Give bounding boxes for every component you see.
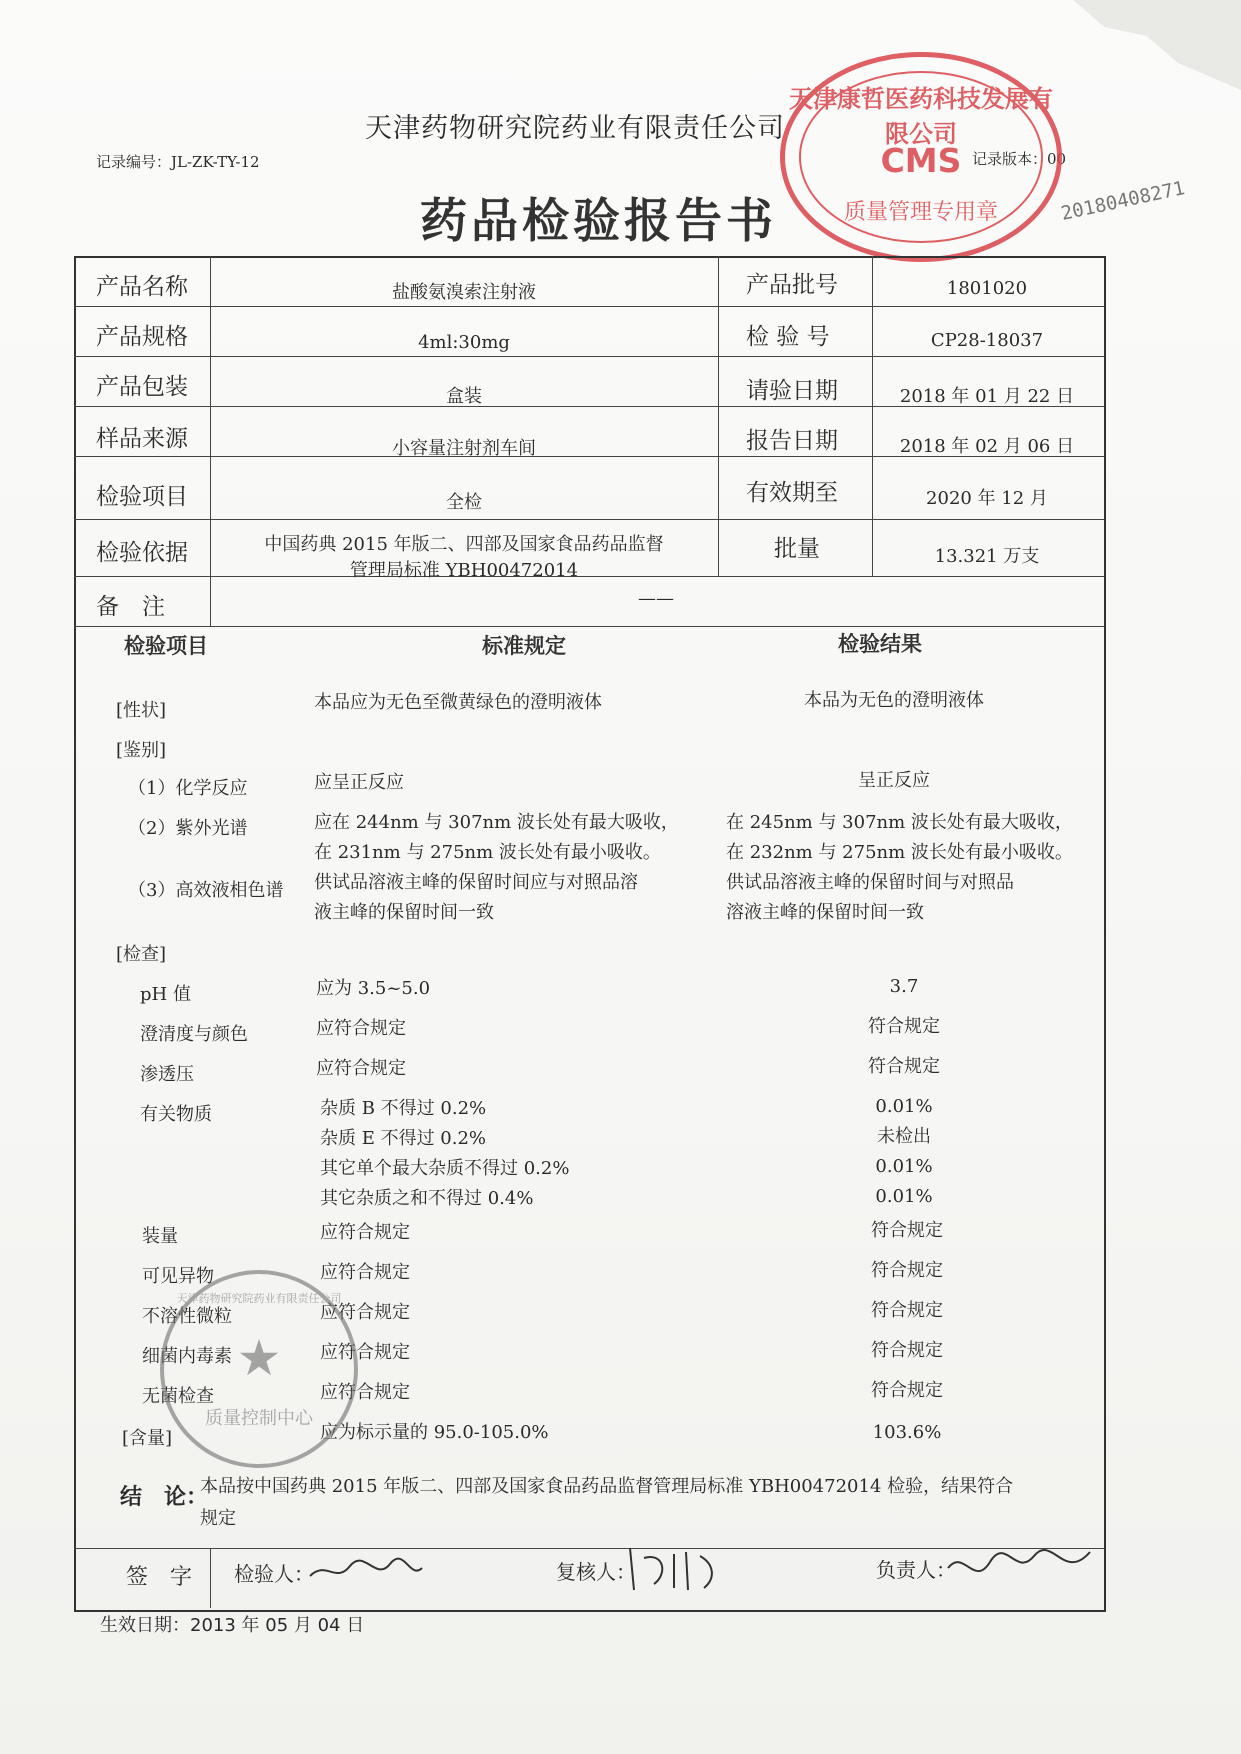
row-result: 3.7 [889,976,919,997]
label-basis: 检验依据 [96,540,188,566]
conclusion-label: 结 论： [120,1485,209,1510]
conclusion-line2: 规定 [200,1508,236,1529]
label-source: 样品来源 [96,426,188,452]
row-result: 溶液主峰的保留时间一致 [726,902,924,923]
row-result: 0.01% [875,1186,933,1207]
col-divider [718,256,719,576]
row-standard: 其它单个最大杂质不得过 0.2% [320,1158,570,1179]
col-divider [210,1548,211,1608]
row-standard: 本品应为无色至微黄绿色的澄明液体 [314,692,602,713]
row-result: 在 245nm 与 307nm 波长处有最大吸收， [726,812,1073,833]
row-item: 澄清度与颜色 [140,1024,248,1045]
row-item: 无菌检查 [142,1386,214,1407]
value-batch-qty: 13.321 万支 [934,546,1040,567]
row-result: 符合规定 [871,1340,943,1361]
red-seal-stamp [780,52,1062,262]
row-result: 符合规定 [871,1260,943,1281]
reviewer-signature [624,1544,724,1594]
value-test-item: 全检 [446,492,482,513]
handwritten-note: 20180408271 [1059,177,1187,225]
row-divider [74,519,1104,520]
row-standard: 应为标示量的 95.0-105.0% [320,1422,549,1443]
row-item: 有关物质 [140,1104,212,1125]
value-request-date: 2018 年 01 月 22 日 [899,386,1075,407]
row-item: 装量 [142,1226,178,1247]
row-result: 未检出 [877,1126,931,1147]
row-item: [含量] [122,1428,173,1449]
document-title: 药品检验报告书 [420,194,777,249]
row-standard: 应符合规定 [316,1058,406,1079]
row-item: [鉴别] [116,740,167,761]
row-standard: 应在 244nm 与 307nm 波长处有最大吸收， [314,812,679,833]
row-result: 供试品溶液主峰的保留时间与对照品 [726,872,1014,893]
label-package: 产品包装 [96,374,188,400]
row-result: 符合规定 [871,1380,943,1401]
company-name: 天津药物研究院药业有限责任公司 [365,113,785,144]
label-test-no: 检 验 号 [746,324,830,350]
value-package: 盒装 [446,386,482,407]
label-test-item: 检验项目 [96,484,188,510]
row-standard: 应符合规定 [320,1382,410,1403]
signature-label: 签 字 [126,1565,193,1590]
results-header-result: 检验结果 [838,632,922,656]
value-product-name: 盐酸氨溴索注射液 [392,282,536,303]
stamp-arc-text: 天津药物研究院药业有限责任公司 [176,1292,342,1305]
stamp-bottom-text: 质量控制中心 [205,1408,313,1429]
row-result: 本品为无色的澄明液体 [804,690,984,711]
row-result: 呈正反应 [858,770,930,791]
row-standard: 应符合规定 [320,1302,410,1323]
row-result: 符合规定 [868,1016,940,1037]
effective-date: 生效日期：2013 年 05 月 04 日 [100,1615,365,1636]
results-header-item: 检验项目 [124,634,208,658]
record-version: 记录版本：00 [972,150,1067,168]
inspector-label: 检验人： [234,1562,314,1586]
row-standard: 杂质 B 不得过 0.2% [320,1098,487,1119]
row-item: pH 值 [140,984,191,1005]
row-result: 在 232nm 与 275nm 波长处有最小吸收。 [726,842,1073,863]
row-standard: 应为 3.5~5.0 [316,978,431,999]
reviewer-label: 复核人： [556,1560,636,1584]
value-test-no: CP28-18037 [930,330,1044,351]
col-divider [872,256,873,576]
responsible-label: 负责人： [876,1558,956,1582]
value-remark: —— [638,588,674,609]
row-standard: 其它杂质之和不得过 0.4% [320,1188,534,1209]
value-spec: 4ml:30mg [418,332,510,353]
row-item: （2）紫外光谱 [128,818,248,839]
row-item: 渗透压 [140,1064,194,1085]
results-header-standard: 标准规定 [482,634,566,658]
label-batch-no: 产品批号 [746,272,838,298]
label-expiry: 有效期至 [746,480,838,506]
row-result: 符合规定 [871,1220,943,1241]
responsible-signature [944,1538,1094,1594]
star-icon: ★ [236,1329,282,1387]
inspector-signature [306,1556,426,1586]
conclusion-line1: 本品按中国药典 2015 年版二、四部及国家食品药品监督管理局标准 YBH00472014 检验，结果符合 [200,1476,1014,1497]
value-basis-line2: 管理局标准 YBH00472014 [349,560,579,581]
label-batch-qty: 批量 [774,536,820,562]
row-standard: 应符合规定 [320,1342,410,1363]
stamp-cms-text: CMS [880,141,962,180]
row-standard: 应符合规定 [320,1262,410,1283]
row-item: 细菌内毒素 [142,1346,232,1367]
value-basis-line1: 中国药典 2015 年版二、四部及国家食品药品监督 [264,534,664,555]
stamp-bottom-text: 质量管理专用章 [843,200,998,225]
row-standard: 供试品溶液主峰的保留时间应与对照品溶 [314,872,638,893]
value-batch-no: 1801020 [946,278,1028,299]
row-standard: 在 231nm 与 275nm 波长处有最小吸收。 [314,842,661,863]
value-expiry: 2020 年 12 月 [926,488,1048,509]
gray-seal-stamp [160,1270,358,1468]
row-standard: 液主峰的保留时间一致 [314,902,494,923]
row-standard: 应符合规定 [316,1018,406,1039]
row-result: 103.6% [872,1422,942,1443]
row-standard: 应呈正反应 [314,772,404,793]
row-divider [74,356,1104,357]
row-item: 不溶性微粒 [142,1306,232,1327]
row-standard: 应符合规定 [320,1222,410,1243]
row-item: （3）高效液相色谱 [128,880,284,901]
row-standard: 杂质 E 不得过 0.2% [320,1128,487,1149]
row-divider [74,626,1104,627]
row-item: [检查] [116,944,167,965]
label-remark: 备 注 [96,594,165,620]
label-request-date: 请验日期 [746,378,838,404]
stamp-arc-text: 天津康哲医药科技发展有限公司 [789,85,1053,148]
value-source: 小容量注射剂车间 [392,438,536,459]
label-report-date: 报告日期 [746,428,838,454]
label-product-name: 产品名称 [96,274,188,300]
row-result: 符合规定 [871,1300,943,1321]
row-item: （1）化学反应 [128,778,248,799]
row-result: 符合规定 [868,1056,940,1077]
label-spec: 产品规格 [96,324,188,350]
record-number: 记录编号：JL-ZK-TY-12 [96,153,260,171]
value-report-date: 2018 年 02 月 06 日 [899,436,1075,457]
row-item: 可见异物 [142,1266,214,1287]
row-result: 0.01% [875,1096,933,1117]
row-divider [74,306,1104,307]
row-result: 0.01% [875,1156,933,1177]
row-item: [性状] [116,700,167,721]
